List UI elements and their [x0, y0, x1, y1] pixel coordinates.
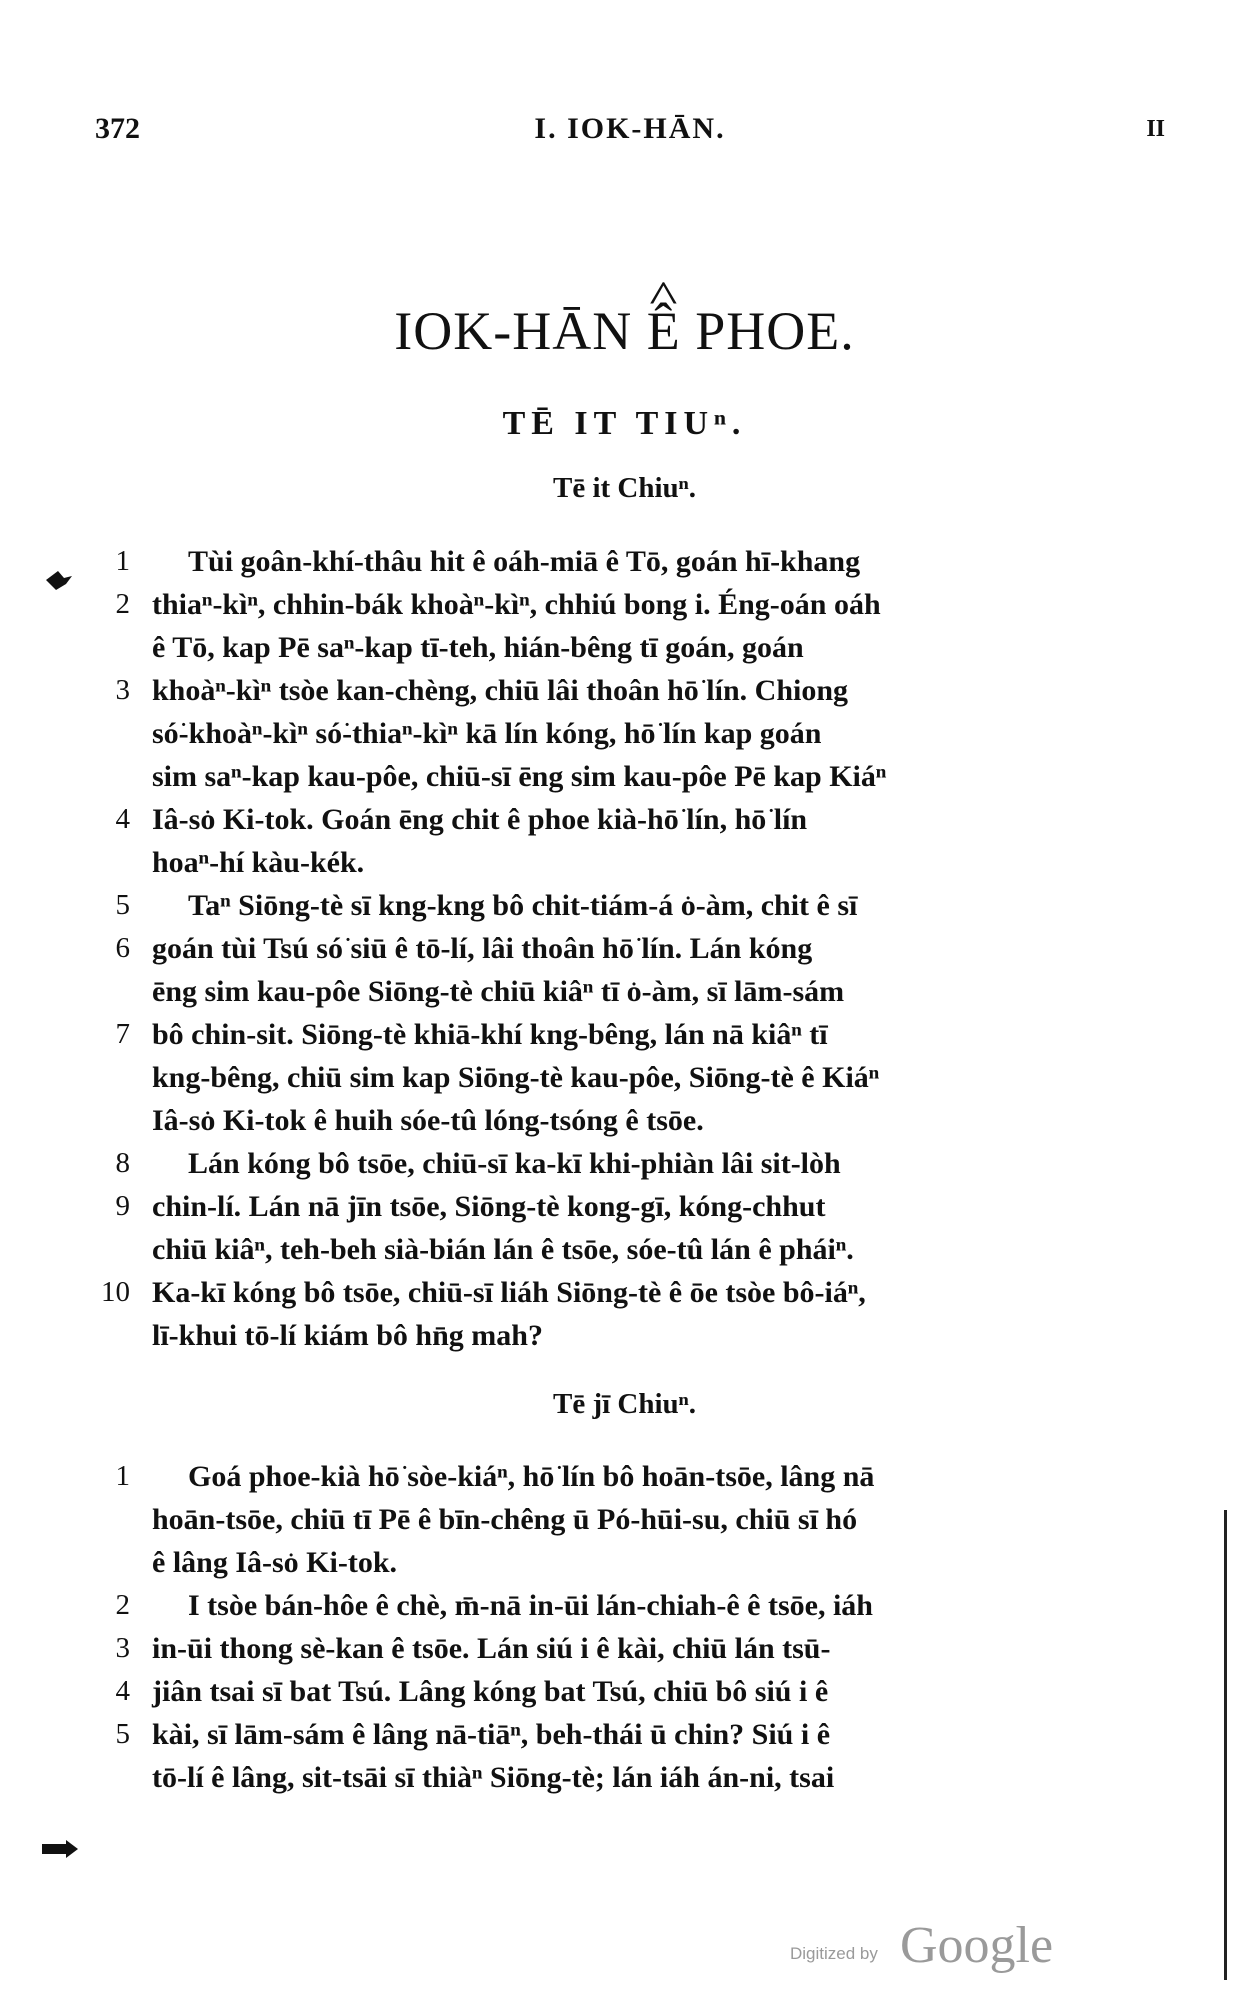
verse-number: 1	[115, 1460, 130, 1492]
page-number: 372	[95, 112, 140, 145]
text-line	[0, 1142, 1249, 1185]
margin-pointer-mark	[40, 1838, 80, 1860]
text-line	[0, 1099, 1249, 1142]
text-line	[0, 1627, 1249, 1670]
verse-text: I tsòe bán-hôe ê chè, m̄-nā in-ūi lán-chiah-ê ê tsōe, iáh	[188, 1589, 873, 1622]
page-edge-line	[1224, 1510, 1227, 1980]
verse-text: Lán kóng bô tsōe, chiū-sī ka-kī khi-phiàn lâi sit-lòh	[188, 1147, 841, 1180]
running-head	[95, 112, 1165, 152]
text-line	[0, 755, 1249, 798]
verse-text: hoān-tsōe, chiū tī Pē ê bīn-chêng ū Pó-hūi-su, chiū sī hó	[152, 1503, 858, 1536]
verse-number: 3	[115, 674, 130, 706]
verse-text: chin-lí. Lán nā jīn tsōe, Siōng-tè kong-gī, kóng-chhut	[152, 1190, 826, 1223]
text-line	[0, 970, 1249, 1013]
text-line	[0, 927, 1249, 970]
chapter-1-text	[0, 540, 1249, 1357]
verse-text: Ka-kī kóng bô tsōe, chiū-sī liáh Siōng-tè ê ōe tsòe bô-iáⁿ,	[152, 1276, 866, 1309]
verse-text: ê lâng Iâ-so͘ Ki-tok.	[152, 1546, 398, 1579]
verse-text: kài, sī lām-sám ê lâng nā-tiāⁿ, beh-thái ū chin? Siú i ê	[152, 1718, 831, 1751]
verse-text: thiaⁿ-kìⁿ, chhin-bák khoàⁿ-kìⁿ, chhiú bong i. Éng-oán oáh	[152, 588, 881, 621]
text-line	[0, 1013, 1249, 1056]
verse-text: kng-bêng, chiū sim kap Siōng-tè kau-pôe, Siōng-tè ê Kiáⁿ	[152, 1061, 880, 1094]
epistle-subtitle: TĒ IT TIUⁿ.	[502, 405, 747, 442]
text-line	[0, 798, 1249, 841]
verse-number: 3	[115, 1632, 130, 1664]
verse-number: 8	[115, 1147, 130, 1179]
verse-number: 9	[115, 1190, 130, 1222]
verse-text: sim saⁿ-kap kau-pôe, chiū-sī ēng sim kau-pôe Pē kap Kiáⁿ	[152, 760, 887, 793]
chapter-2-heading: Tē jī Chiuⁿ.	[552, 1388, 697, 1420]
chapter-2-text	[0, 1455, 1249, 1799]
text-line	[0, 1498, 1249, 1541]
text-line	[0, 712, 1249, 755]
verse-text: jiân tsai sī bat Tsú. Lâng kóng bat Tsú, chiū bô siú i ê	[152, 1675, 829, 1708]
verse-text: in-ūi thong sè-kan ê tsōe. Lán siú i ê kài, chiū lán tsū-	[152, 1632, 831, 1665]
verse-text: khoàⁿ-kìⁿ tsòe kan-chèng, chiū lâi thoân hō͘ lín. Chiong	[152, 674, 849, 707]
verse-text: goán tùi Tsú só͘ siū ê tō-lí, lâi thoân hō͘ lín. Lán kóng	[152, 932, 813, 965]
verse-text: bô chin-sit. Siōng-tè khiā-khí kng-bêng, lán nā kiâⁿ tī	[152, 1018, 828, 1051]
text-line	[0, 1185, 1249, 1228]
text-line	[0, 583, 1249, 626]
text-line	[0, 1713, 1249, 1756]
verse-number: 2	[115, 1589, 130, 1621]
text-line	[0, 1670, 1249, 1713]
title-prefix: IOK-HĀN	[394, 301, 633, 361]
verse-number: 10	[101, 1276, 130, 1308]
title-e: ^ Ê	[647, 300, 681, 362]
text-line	[0, 669, 1249, 712]
verse-text: só͘-khoàⁿ-kìⁿ só͘-thiaⁿ-kìⁿ kā lín kóng, hō͘ lín kap goán	[152, 717, 822, 750]
verse-text: Taⁿ Siōng-tè sī kng-kng bô chit-tiám-á o͘-àm, chit ê sī	[188, 889, 858, 922]
text-line	[0, 841, 1249, 884]
text-line	[0, 1756, 1249, 1799]
verse-text: Tùi goân-khí-thâu hit ê oáh-miā ê Tō, goán hī-khang	[188, 545, 861, 578]
text-line	[0, 626, 1249, 669]
verse-number: 5	[115, 889, 130, 921]
margin-ink-mark	[44, 568, 74, 592]
verse-text: Iâ-so͘ Ki-tok ê huih sóe-tû lóng-tsóng ê tsōe.	[152, 1104, 704, 1137]
verse-text: ēng sim kau-pôe Siōng-tè chiū kiâⁿ tī o͘-àm, sī lām-sám	[152, 975, 845, 1008]
verse-number: 2	[115, 588, 130, 620]
epistle-title	[0, 300, 1249, 362]
running-title: I. IOK-HĀN.	[534, 112, 726, 145]
chapter-1-heading: Tē it Chiuⁿ.	[552, 472, 697, 504]
text-line	[0, 1455, 1249, 1498]
text-line	[0, 1056, 1249, 1099]
watermark-prefix: Digitized by	[790, 1944, 878, 1963]
verse-text: hoaⁿ-hí kàu-kék.	[152, 846, 365, 879]
text-line	[0, 1271, 1249, 1314]
verse-number: 1	[115, 545, 130, 577]
verse-text: Goá phoe-kià hō͘ sòe-kiáⁿ, hō͘ lín bô hoān-tsōe, lâng nā	[188, 1460, 875, 1493]
digitized-watermark	[790, 1916, 1090, 1976]
verse-text: ê Tō, kap Pē saⁿ-kap tī-teh, hián-bêng tī goán, goán	[152, 631, 804, 664]
verse-text: tō-lí ê lâng, sit-tsāi sī thiàⁿ Siōng-tè; lán iáh án-ni, tsai	[152, 1761, 835, 1794]
verse-text: chiū kiâⁿ, teh-beh sià-bián lán ê tsōe, sóe-tû lán ê pháiⁿ.	[152, 1233, 854, 1266]
verse-number: 4	[115, 803, 130, 835]
verse-text: lī-khui tō-lí kiám bô hn̄g mah?	[152, 1319, 543, 1352]
verse-number: 5	[115, 1718, 130, 1750]
text-line	[0, 1228, 1249, 1271]
text-line	[0, 1584, 1249, 1627]
watermark-logo: Google	[900, 1917, 1054, 1974]
text-line	[0, 1541, 1249, 1584]
text-line	[0, 540, 1249, 583]
text-line	[0, 1314, 1249, 1357]
title-suffix: PHOE.	[695, 301, 855, 361]
verse-number: 4	[115, 1675, 130, 1707]
text-line	[0, 884, 1249, 927]
verse-number: 7	[115, 1018, 130, 1050]
verse-number: 6	[115, 932, 130, 964]
verse-text: Iâ-so͘ Ki-tok. Goán ēng chit ê phoe kià-hō͘ lín, hō͘ lín	[152, 803, 808, 836]
chapter-numeral: II	[1146, 116, 1165, 142]
